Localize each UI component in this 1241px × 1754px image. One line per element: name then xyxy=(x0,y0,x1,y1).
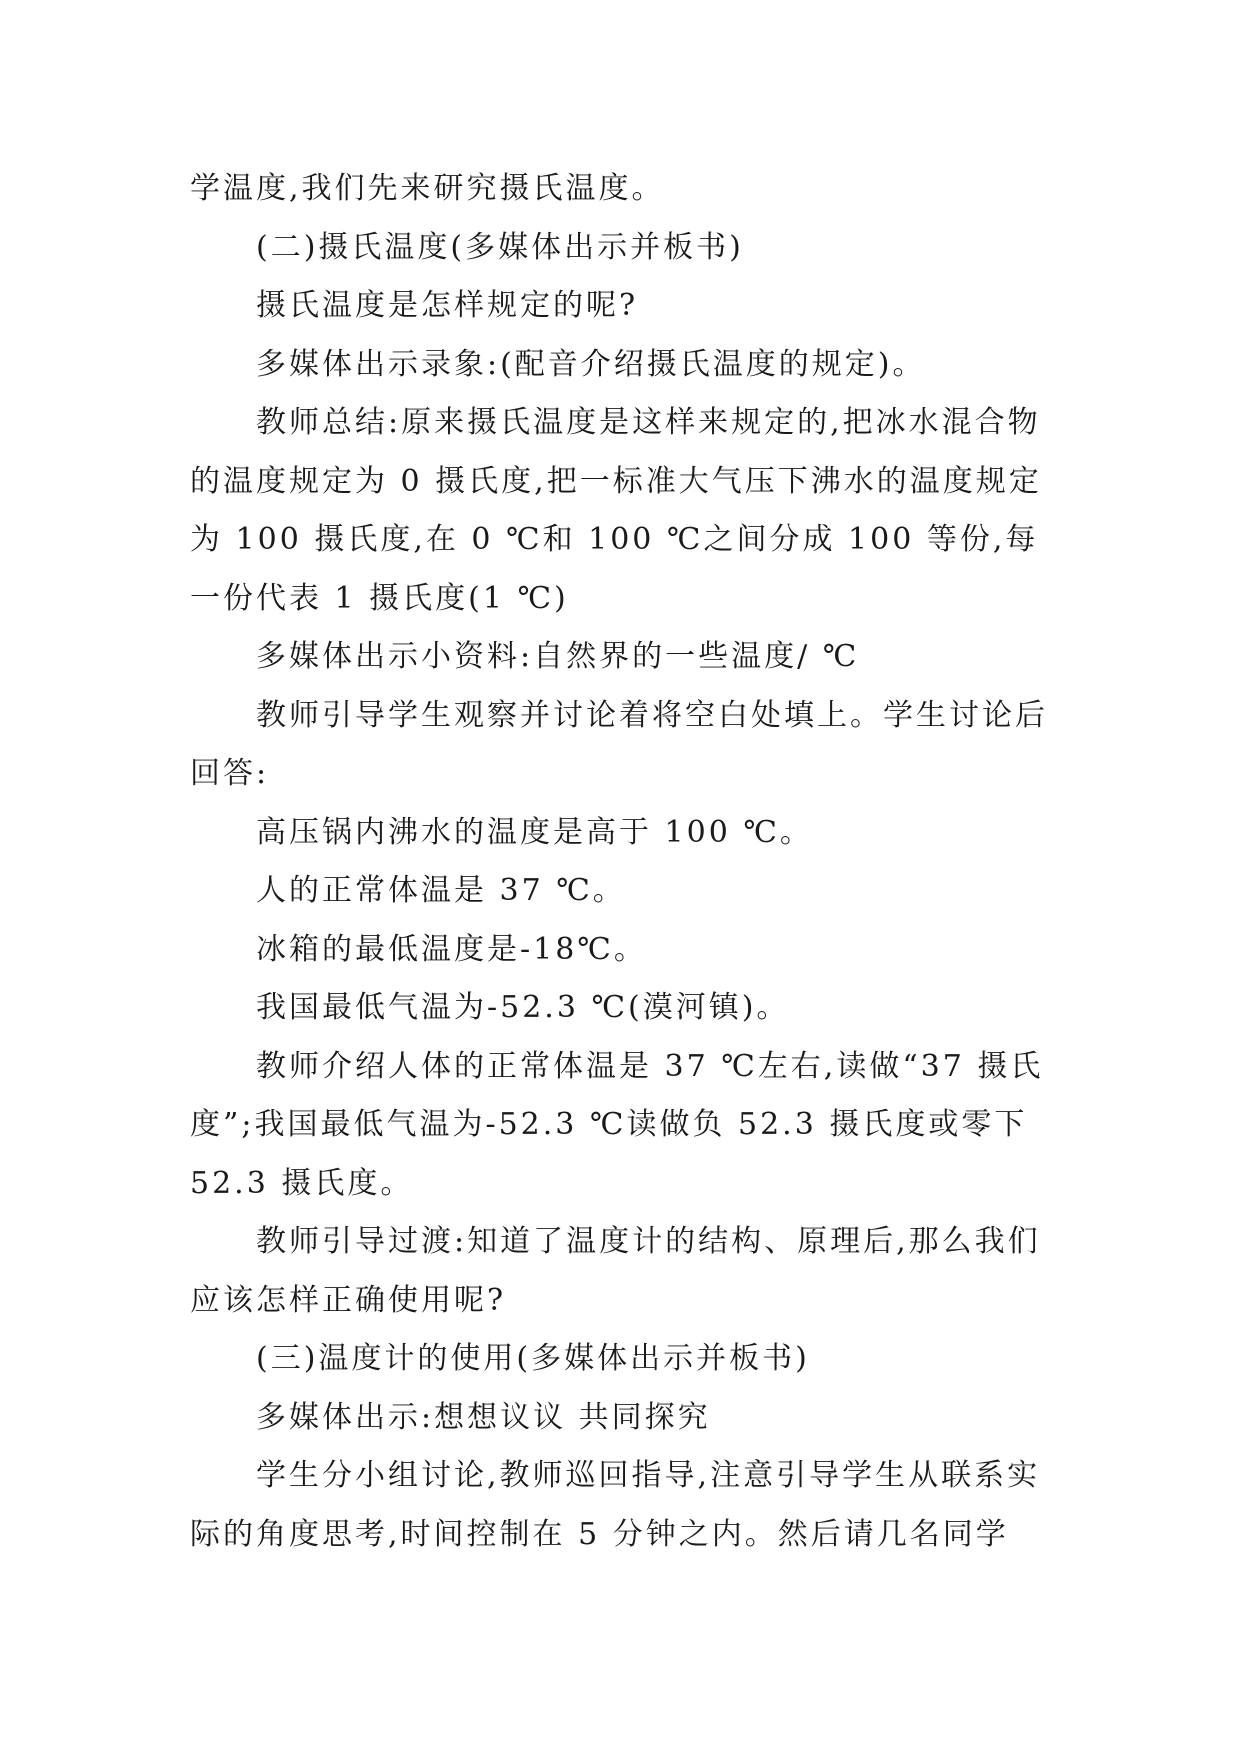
paragraph-7: 教师引导学生观察并讨论着将空白处填上。学生讨论后回答: xyxy=(190,697,1048,791)
paragraph-14: (三)温度计的使用(多媒体出示并板书) xyxy=(256,1341,810,1376)
paragraph-2: (二)摄氏温度(多媒体出示并板书) xyxy=(256,229,744,265)
paragraph-4: 多媒体出示录象:(配音介绍摄氏温度的规定)。 xyxy=(256,346,926,382)
paragraph-3: 摄氏温度是怎样规定的呢? xyxy=(256,288,639,323)
paragraph-11: 我国最低气温为-52.3 ℃(漠河镇)。 xyxy=(256,990,790,1025)
paragraph-5: 教师总结:原来摄氏温度是这样来规定的,把冰水混合物的温度规定为 0 摄氏度,把一标准大气压下沸水的温度规定为 100 摄氏度,在 0 ℃和 100 ℃之间分成 100 等份,每一份代表 1 摄氏度(1 ℃) xyxy=(190,405,1042,616)
paragraph-13: 教师引导过渡:知道了温度计的结构、原理后,那么我们应该怎样正确使用呢? xyxy=(190,1224,1041,1318)
paragraph-9: 人的正常体温是 37 ℃。 xyxy=(256,873,626,908)
paragraph-16: 学生分小组讨论,教师巡回指导,注意引导学生从联系实际的角度思考,时间控制在 5 分钟之内。然后请几名同学 xyxy=(190,1458,1041,1552)
paragraph-12: 教师介绍人体的正常体温是 37 ℃左右,读做“37 摄氏度”;我国最低气温为-52.3 ℃读做负 52.3 摄氏度或零下 52.3 摄氏度。 xyxy=(190,1048,1044,1201)
paragraph-10: 冰箱的最低温度是-18℃。 xyxy=(256,931,647,967)
paragraph-6: 多媒体出示小资料:自然界的一些温度/ ℃ xyxy=(256,639,860,674)
paragraph-1: 学温度,我们先来研究摄氏温度。 xyxy=(190,171,665,206)
paragraph-15: 多媒体出示:想想议议 共同探究 xyxy=(256,1399,711,1435)
paragraph-8: 高压锅内沸水的温度是高于 100 ℃。 xyxy=(256,814,813,850)
document-body xyxy=(190,160,1050,1564)
